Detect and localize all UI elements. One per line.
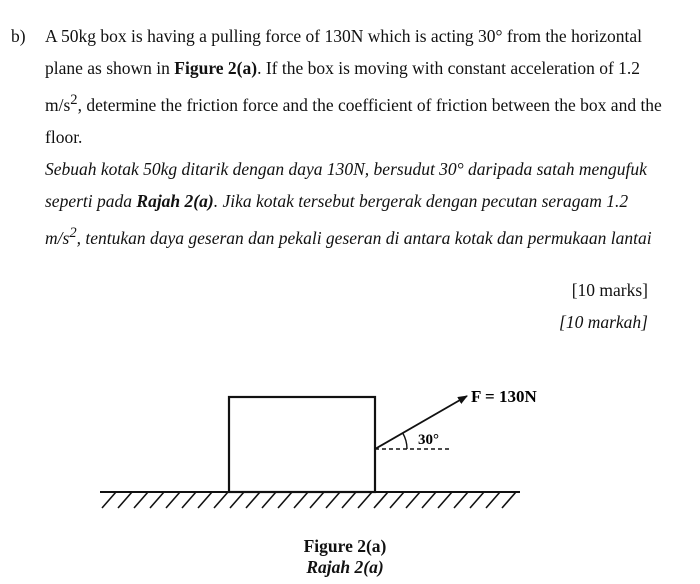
figure-caption-english: Figure 2(a) [303, 536, 387, 556]
floor-hatching [102, 492, 516, 508]
figure-reference: Figure 2(a) [174, 58, 258, 78]
figure-caption-malay: Rajah 2(a) [306, 557, 384, 577]
marks-english: [10 marks] [571, 280, 648, 300]
box [229, 397, 375, 492]
question-body [45, 20, 665, 254]
marks-malay: [10 markah] [559, 312, 648, 332]
question-label: b) [11, 26, 26, 46]
force-diagram [0, 370, 700, 530]
angle-label: 30° [418, 432, 439, 448]
question-english: A 50kg box is having a pulling force of 130N which is acting 30° from the horizontal plane as shown in Figure 2(a). If the box is moving with constant acceleration of 1.2 $m/s^2$, determine the friction force and the coefficient of friction between the box and the floor. [45, 26, 662, 147]
force-label: F = 130N [471, 387, 537, 406]
figure-reference-malay: Rajah 2(a) [136, 190, 214, 211]
question-malay: Sebuah kotak 50kg ditarik dengan daya 130N, bersudut 30° daripada satah mengufuk seperti pada Rajah 2(a). Jika kotak tersebut bergerak dengan pecutan seragam 1.2 $m/s^2$, tentukan daya geseran dan pekali geseran di antara kotak dan permukaan lantai [45, 158, 652, 248]
angle-arc [403, 433, 407, 449]
